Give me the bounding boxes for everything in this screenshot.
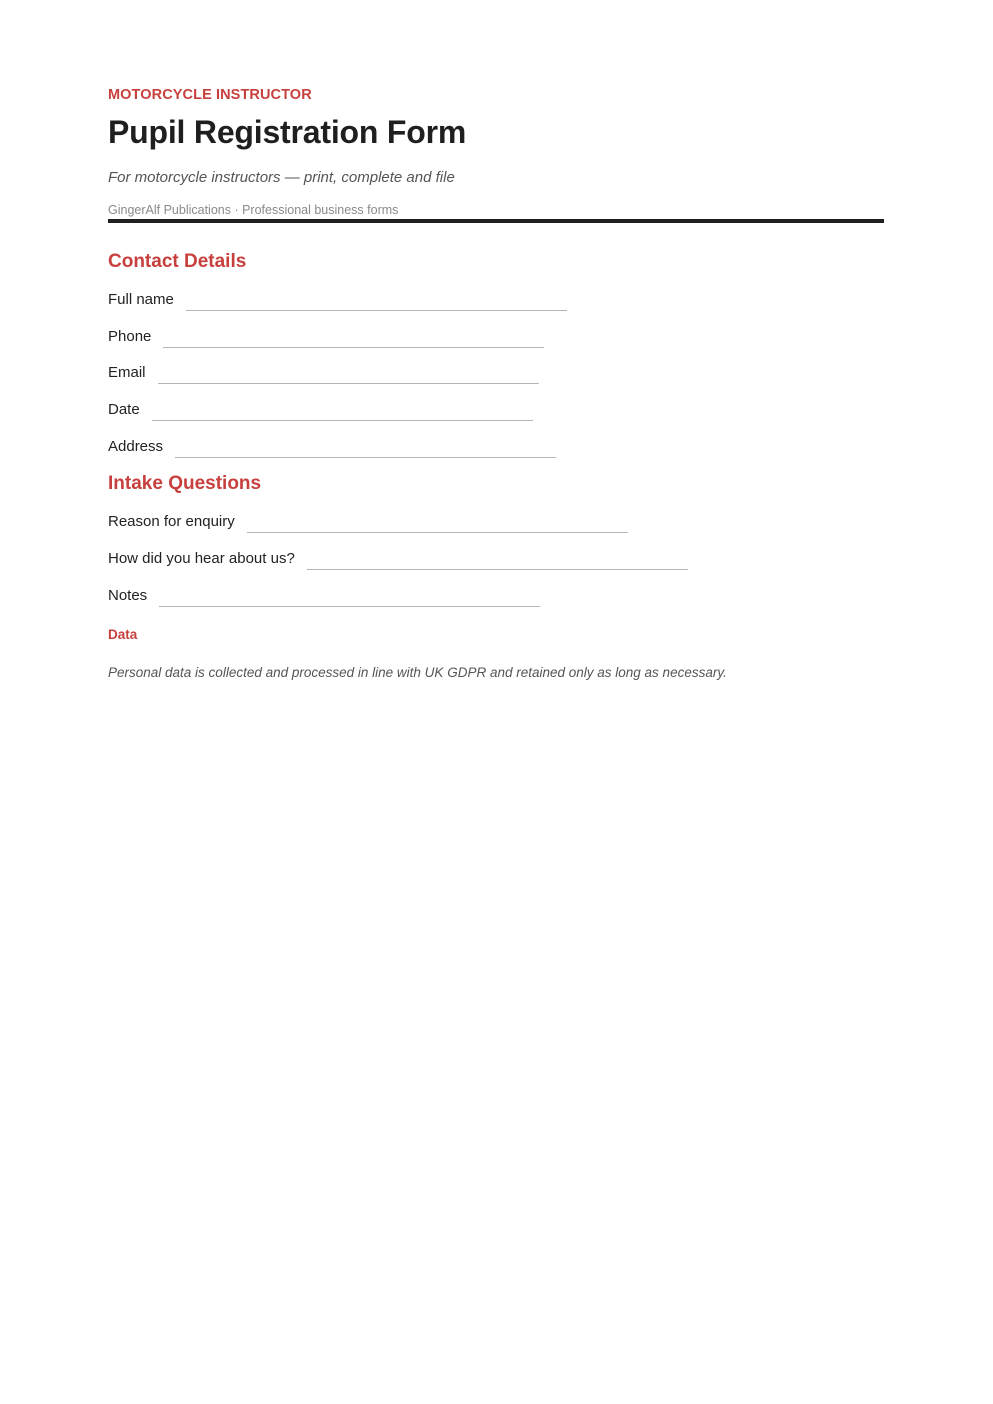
reason-for-enquiry-write-line[interactable] — [247, 532, 628, 533]
referral-source-field — [108, 546, 688, 568]
email-field — [108, 360, 539, 382]
reason-for-enquiry-label: Reason for enquiry — [108, 513, 235, 530]
date-field — [108, 397, 533, 419]
date-label: Date — [108, 401, 140, 418]
email-label: Email — [108, 364, 146, 381]
header-divider — [108, 219, 884, 223]
address-label: Address — [108, 438, 164, 455]
phone-label: Phone — [108, 328, 152, 345]
address-write-line[interactable] — [175, 457, 556, 458]
data-heading: Data — [108, 627, 138, 642]
gdpr-notice: Personal data is collected and processed in line with UK GDPR and retained only as long as necessary. — [108, 665, 727, 680]
notes-label: Notes — [108, 587, 148, 604]
page-subtitle: For motorcycle instructors — print, complete and file — [108, 169, 455, 186]
full-name-write-line[interactable] — [186, 310, 567, 311]
page-title: Pupil Registration Form — [108, 114, 467, 150]
full-name-label: Full name — [108, 291, 174, 308]
contact-details-heading: Contact Details — [108, 251, 247, 272]
date-write-line[interactable] — [152, 420, 533, 421]
reason-for-enquiry-field — [108, 509, 628, 531]
email-write-line[interactable] — [158, 383, 539, 384]
notes-field — [108, 583, 540, 605]
form-category: MOTORCYCLE INSTRUCTOR — [108, 87, 312, 103]
full-name-field — [108, 287, 567, 309]
publisher-line: GingerAlf Publications · Professional business forms — [108, 203, 399, 217]
phone-field — [108, 324, 544, 346]
intake-questions-heading: Intake Questions — [108, 473, 262, 494]
referral-source-write-line[interactable] — [307, 569, 688, 570]
phone-write-line[interactable] — [163, 347, 544, 348]
address-field — [108, 434, 556, 456]
referral-source-label: How did you hear about us? — [108, 550, 295, 567]
notes-write-line[interactable] — [159, 606, 540, 607]
